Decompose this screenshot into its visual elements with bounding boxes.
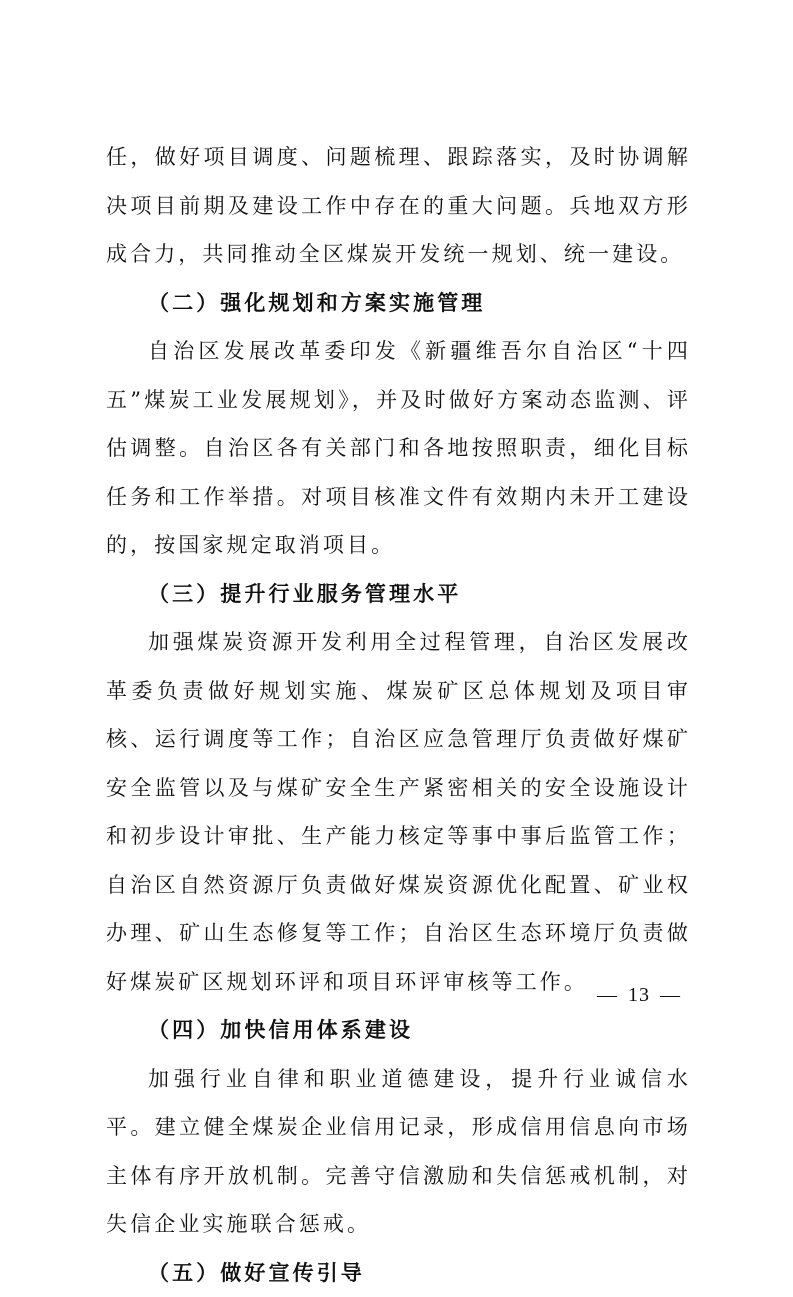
paragraph-planning: 自治区发展改革委印发《新疆维吾尔自治区“十四五”煤炭工业发展规划》，并及时做好方案动态监测、评估调整。自治区各有关部门和各地按照职责，细化目标任务和工作举措。对项目核准文件有效期内未开工建设的，按国家规定取消项目。: [106, 327, 691, 570]
page-number-dash-right: —: [660, 984, 681, 1007]
body-text: [106, 133, 691, 1297]
section-heading-2: （二）强化规划和方案实施管理: [106, 279, 691, 328]
section-heading-4: （四）加快信用体系建设: [106, 1006, 691, 1055]
page-number: 13: [628, 984, 650, 1007]
page-number-footer: [597, 984, 681, 1007]
section-heading-5: （五）做好宣传引导: [106, 1249, 691, 1297]
paragraph-continuation: 任，做好项目调度、问题梳理、跟踪落实，及时协调解决项目前期及建设工作中存在的重大问题。兵地双方形成合力，共同推动全区煤炭开发统一规划、统一建设。: [106, 133, 691, 279]
section-heading-3: （三）提升行业服务管理水平: [106, 570, 691, 619]
paragraph-service-management: 加强煤炭资源开发利用全过程管理，自治区发展改革委负责做好规划实施、煤炭矿区总体规划及项目审核、运行调度等工作；自治区应急管理厅负责做好煤矿安全监管以及与煤矿安全生产紧密相关的安全设施设计和初步设计审批、生产能力核定等事中事后监管工作；自治区自然资源厅负责做好煤炭资源优化配置、矿业权办理、矿山生态修复等工作；自治区生态环境厅负责做好煤炭矿区规划环评和项目环评审核等工作。: [106, 618, 691, 1006]
page-number-dash-left: —: [597, 984, 618, 1007]
paragraph-credit-system: 加强行业自律和职业道德建设，提升行业诚信水平。建立健全煤炭企业信用记录，形成信用信息向市场主体有序开放机制。完善守信激励和失信惩戒机制，对失信企业实施联合惩戒。: [106, 1055, 691, 1249]
